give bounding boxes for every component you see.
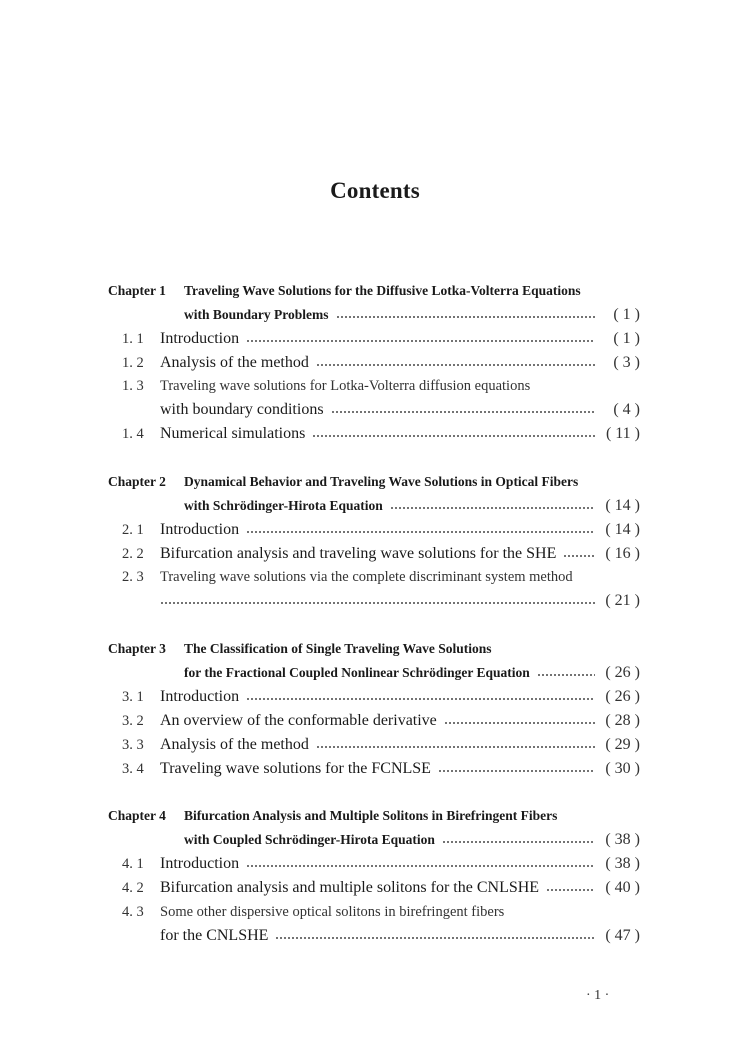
section-title: Numerical simulations (160, 425, 306, 442)
page-number: ( 29 ) (605, 736, 640, 753)
toc-entry[interactable] (160, 424, 640, 444)
leader-dots (390, 507, 595, 509)
page-number: ( 14 ) (605, 497, 640, 514)
chapter-title-entry[interactable] (184, 830, 640, 850)
section-number: 3. 1 (122, 689, 144, 705)
page-number: ( 47 ) (605, 927, 640, 944)
page-number: ( 1 ) (613, 330, 640, 347)
toc-entry[interactable] (160, 687, 640, 707)
toc-entry[interactable] (160, 329, 640, 349)
toc-entry[interactable] (160, 544, 640, 564)
toc-entry[interactable] (160, 400, 640, 420)
toc-entry[interactable] (160, 735, 640, 755)
page-number: ( 21 ) (605, 592, 640, 609)
page-number: ( 1 ) (613, 306, 640, 323)
leader-dots (442, 841, 595, 843)
toc-entry[interactable] (160, 353, 640, 373)
section-number: 4. 2 (122, 880, 144, 896)
section-number: 1. 3 (122, 378, 144, 394)
section-title: An overview of the conformable derivative (160, 712, 437, 729)
section-number: 1. 1 (122, 331, 144, 347)
section-title: Introduction (160, 330, 240, 347)
chapter-title-entry[interactable] (184, 305, 640, 325)
page-number: ( 30 ) (605, 760, 640, 777)
page-number: ( 26 ) (605, 664, 640, 681)
chapter-label: Chapter 1 (108, 283, 166, 298)
leader-dots (246, 865, 595, 867)
section-number: 2. 2 (122, 546, 144, 562)
section-number: 4. 1 (122, 856, 144, 872)
section-number: 1. 2 (122, 355, 144, 371)
section-title: Analysis of the method (160, 354, 309, 371)
chapter-title: Traveling Wave Solutions for the Diffusive Lotka-Volterra Equations (184, 283, 581, 298)
toc-entry[interactable] (160, 711, 640, 731)
toc-entry[interactable] (160, 591, 640, 611)
toc-entry[interactable] (160, 926, 640, 946)
section-number: 3. 4 (122, 761, 144, 777)
toc-entry[interactable] (160, 878, 640, 898)
chapter-label: Chapter 3 (108, 641, 166, 656)
section-title: Bifurcation analysis and multiple solitons for the CNLSHE (160, 879, 540, 896)
section-title-cont: with boundary conditions (160, 401, 324, 418)
chapter-title-cont: for the Fractional Coupled Nonlinear Schrödinger Equation (184, 665, 530, 680)
toc-entry[interactable] (160, 854, 640, 874)
chapter-title-cont: with Coupled Schrödinger-Hirota Equation (184, 832, 435, 847)
chapter-label: Chapter 4 (108, 808, 166, 823)
page-title: Contents (330, 178, 420, 203)
page-number: ( 40 ) (605, 879, 640, 896)
toc-entry[interactable] (160, 520, 640, 540)
section-title: Introduction (160, 688, 240, 705)
leader-dots (331, 411, 595, 413)
chapter-title-cont: with Schrödinger-Hirota Equation (184, 498, 383, 513)
page-number: ( 3 ) (613, 354, 640, 371)
section-number: 1. 4 (122, 426, 144, 442)
section-number: 3. 3 (122, 737, 144, 753)
leader-dots (563, 555, 595, 557)
section-number: 4. 3 (122, 904, 144, 920)
leader-dots (316, 364, 595, 366)
chapter-title-cont: with Boundary Problems (184, 307, 329, 322)
page-footer-number: · 1 · (586, 988, 610, 1003)
page-number: ( 16 ) (605, 545, 640, 562)
chapter-label: Chapter 2 (108, 474, 166, 489)
page-number: ( 38 ) (605, 855, 640, 872)
section-title: Introduction (160, 521, 240, 538)
page-number: ( 14 ) (605, 521, 640, 538)
section-title: Traveling wave solutions via the complete discriminant system method (160, 569, 573, 585)
toc-entry[interactable] (160, 759, 640, 779)
section-title: Analysis of the method (160, 736, 309, 753)
leader-dots (246, 531, 595, 533)
leader-dots (246, 698, 595, 700)
leader-dots (275, 937, 595, 939)
section-number: 2. 1 (122, 522, 144, 538)
page-number: ( 28 ) (605, 712, 640, 729)
leader-dots (336, 316, 595, 318)
leader-dots (546, 889, 595, 891)
section-title-cont: for the CNLSHE (160, 927, 269, 944)
chapter-title-entry[interactable] (184, 496, 640, 516)
page-number: ( 4 ) (613, 401, 640, 418)
leader-dots (160, 602, 595, 604)
chapter-title: Bifurcation Analysis and Multiple Solitons in Birefringent Fibers (184, 808, 558, 823)
leader-dots (537, 674, 595, 676)
page-number: ( 26 ) (605, 688, 640, 705)
section-title: Bifurcation analysis and traveling wave solutions for the SHE (160, 545, 557, 562)
leader-dots (246, 340, 595, 342)
section-number: 2. 3 (122, 569, 144, 585)
leader-dots (438, 770, 595, 772)
chapter-title-entry[interactable] (184, 663, 640, 683)
page-number: ( 11 ) (605, 425, 640, 442)
page-number: ( 38 ) (605, 831, 640, 848)
section-title: Introduction (160, 855, 240, 872)
chapter-title: Dynamical Behavior and Traveling Wave Solutions in Optical Fibers (184, 474, 579, 489)
section-number: 3. 2 (122, 713, 144, 729)
leader-dots (312, 435, 595, 437)
section-title: Traveling wave solutions for the FCNLSE (160, 760, 431, 777)
leader-dots (444, 722, 595, 724)
leader-dots (316, 746, 595, 748)
section-title: Traveling wave solutions for Lotka-Volterra diffusion equations (160, 378, 531, 394)
section-title: Some other dispersive optical solitons in birefringent fibers (160, 904, 505, 920)
chapter-title: The Classification of Single Traveling Wave Solutions (184, 641, 492, 656)
